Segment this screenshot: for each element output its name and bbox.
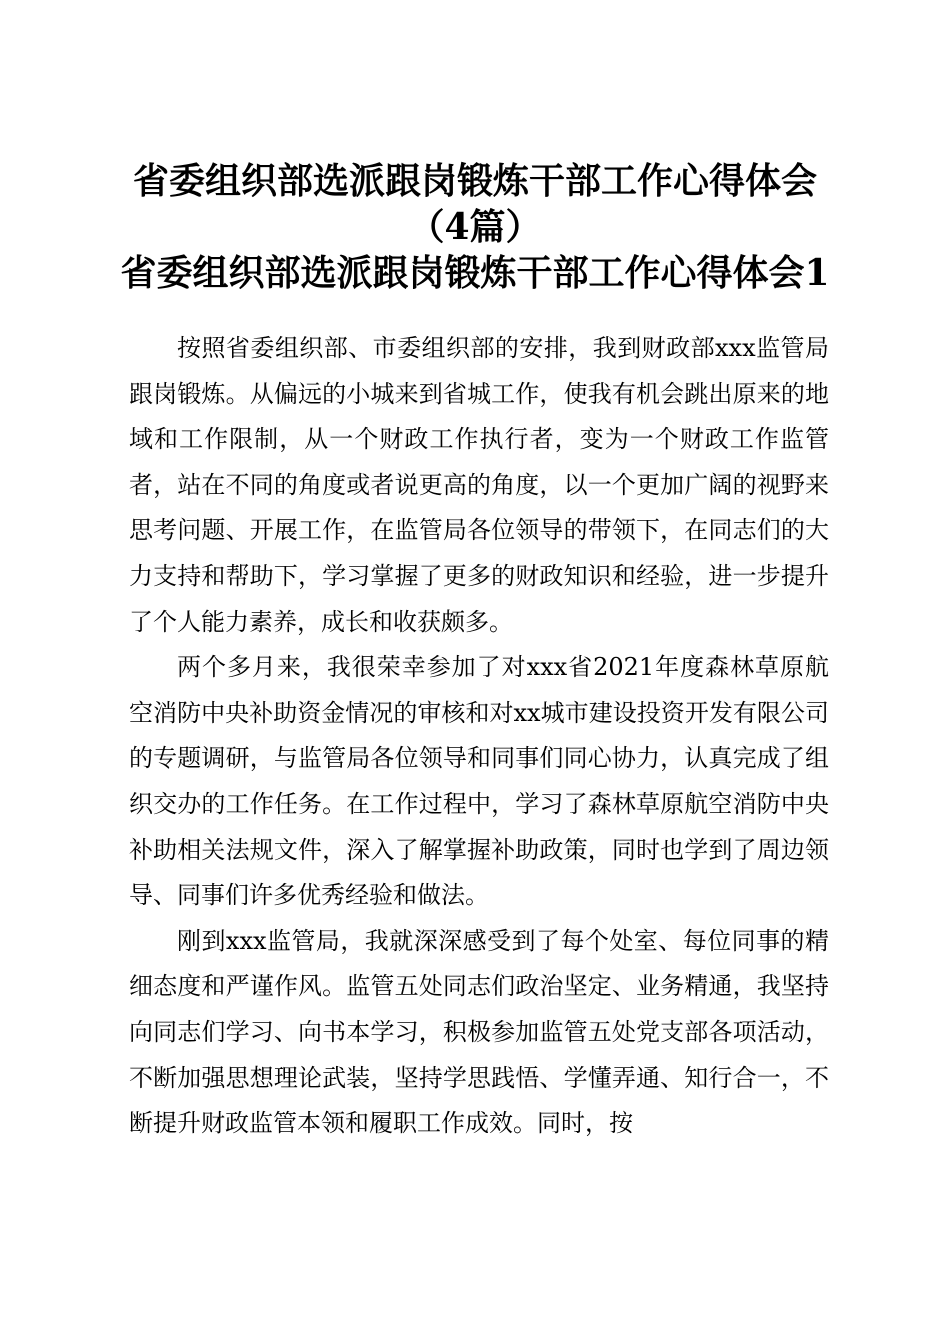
document-title-count: （4篇） xyxy=(408,206,542,248)
body-text xyxy=(129,326,829,1147)
title-block xyxy=(100,158,850,296)
section-heading: 省委组织部选派跟岗锻炼干部工作心得体会1 xyxy=(120,252,830,294)
paragraph: 按照省委组织部、市委组织部的安排，我到财政部xxx监管局跟岗锻炼。从偏远的小城来到省城工作，使我有机会跳出原来的地域和工作限制，从一个财政工作执行者，变为一个财政工作监管者，站在不同的角度或者说更高的角度，以一个更加广阔的视野来思考问题、开展工作，在监管局各位领导的带领下，在同志们的大力支持和帮助下，学习掌握了更多的财政知识和经验，进一步提升了个人能力素养，成长和收获颇多。 xyxy=(129,334,829,636)
paragraph: 刚到xxx监管局，我就深深感受到了每个处室、每位同事的精细态度和严谨作风。监管五处同志们政治坚定、业务精通，我坚持向同志们学习、向书本学习，积极参加监管五处党支部各项活动，不断加强思想理论武装，坚持学思践悟、学懂弄通、知行合一，不断提升财政监管本领和履职工作成效。同时，按 xyxy=(129,926,829,1138)
paragraph: 两个多月来，我很荣幸参加了对xxx省2021年度森林草原航空消防中央补助资金情况的审核和对xx城市建设投资开发有限公司的专题调研，与监管局各位领导和同事们同心协力，认真完成了组织交办的工作任务。在工作过程中，学习了森林草原航空消防中央补助相关法规文件，深入了解掌握补助政策，同时也学到了周边领导、同事们许多优秀经验和做法。 xyxy=(129,653,829,910)
document-title: 省委组织部选派跟岗锻炼干部工作心得体会 xyxy=(132,160,817,202)
